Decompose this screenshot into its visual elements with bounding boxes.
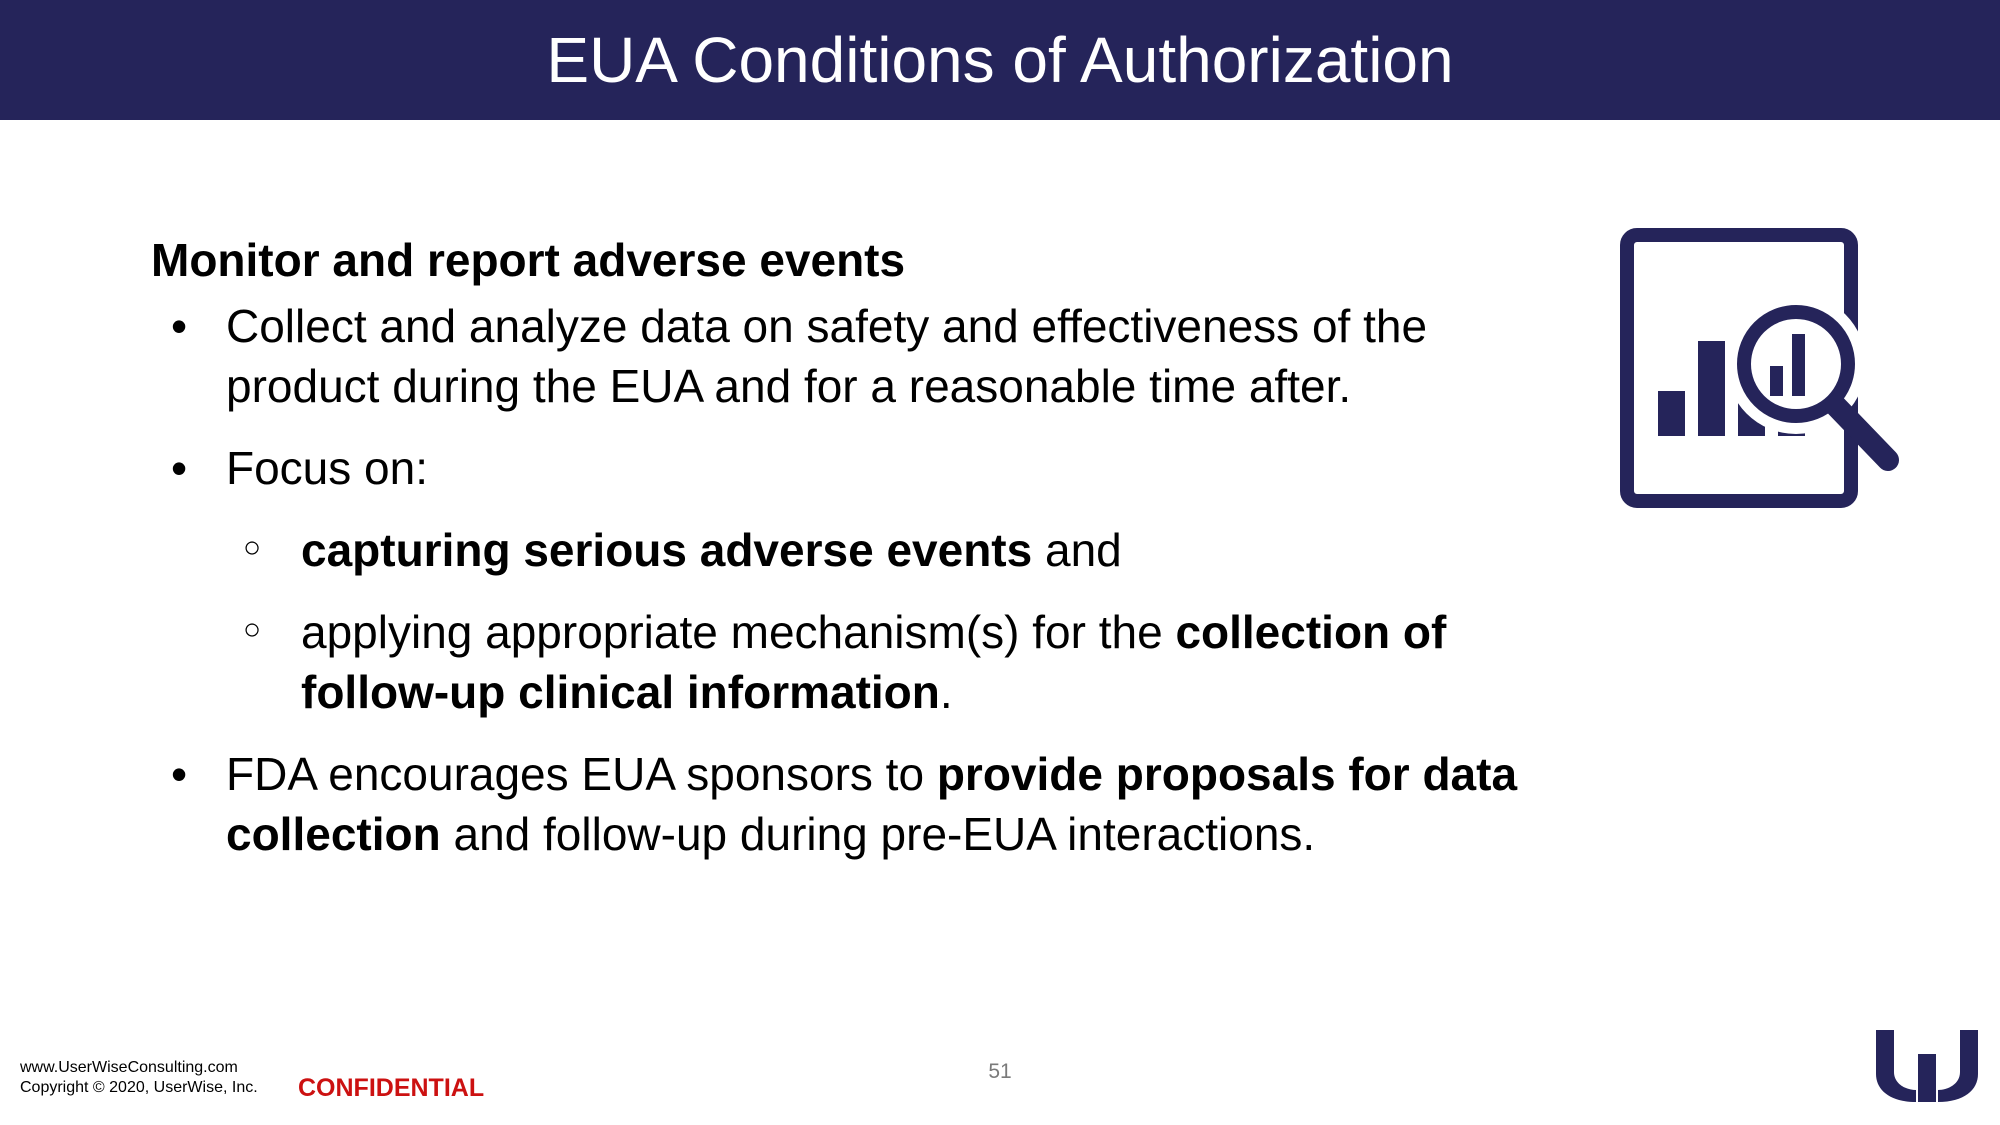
sub-bullet-text: applying appropriate mechanism(s) for the: [301, 606, 1176, 658]
userwise-logo: [1872, 1030, 1982, 1102]
slide-body: [151, 228, 1571, 886]
bullet-fda-encourages: [151, 744, 1571, 864]
sub-bullet-text: and: [1032, 524, 1122, 576]
sub-bullet-bold-text: collection of follow-up clinical information: [301, 606, 1447, 718]
section-heading: Monitor and report adverse events: [151, 234, 906, 286]
bullet-bold-text: provide proposals for data collection: [226, 748, 1518, 860]
sub-bullet-marker: ○: [243, 613, 262, 646]
data-analysis-report-icon: [1618, 226, 1903, 511]
sub-bullet-bold-text: capturing serious adverse events: [301, 524, 1033, 576]
bullet-marker: •: [171, 748, 188, 800]
bullet-focus-on: [151, 438, 1571, 498]
bullet-text-end: and follow-up during pre-EUA interactions.: [440, 808, 1316, 860]
bullet-text: Collect and analyze data on safety and effectiveness of the product during the EUA and for a reasonable time after.: [226, 300, 1428, 412]
sub-bullet-serious-events: [151, 520, 1571, 580]
bullet-text: Focus on:: [226, 442, 428, 494]
bullet-marker: •: [171, 300, 188, 352]
page-number: 51: [988, 1060, 1012, 1083]
confidential-label: CONFIDENTIAL: [298, 1074, 485, 1102]
bullet-collect-analyze: [151, 296, 1571, 416]
footer-copyright: Copyright © 2020, UserWise, Inc.: [20, 1079, 258, 1096]
sub-bullet-follow-up: [151, 602, 1571, 722]
bullet-marker: •: [171, 442, 188, 494]
sub-bullet-text-end: .: [939, 666, 953, 718]
footer-website: www.UserWiseConsulting.com: [20, 1059, 238, 1076]
bullet-text: FDA encourages EUA sponsors to: [226, 748, 937, 800]
title-bar: [0, 0, 2000, 120]
sub-bullet-marker: ○: [243, 531, 262, 564]
slide-title: EUA Conditions of Authorization: [546, 24, 1454, 96]
